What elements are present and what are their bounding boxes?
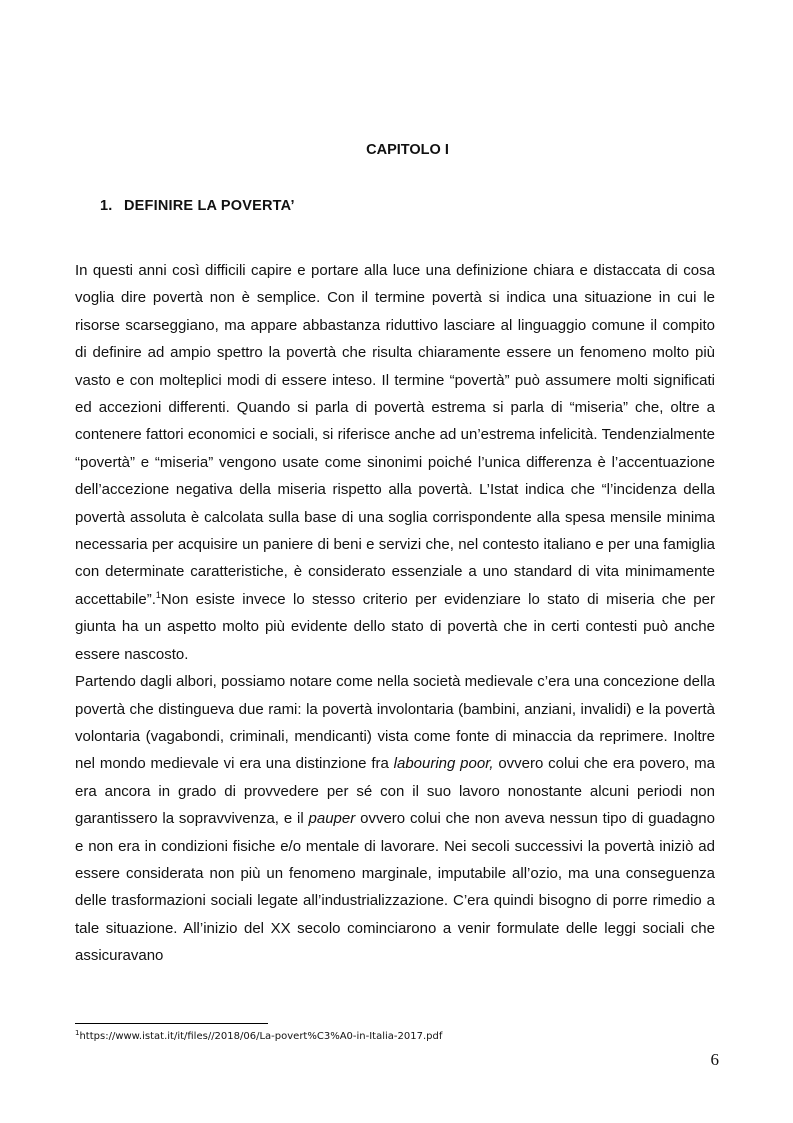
footnote-link[interactable]: https://www.istat.it/it/files//2018/06/La-povert%C3%A0-in-Italia-2017.pdf <box>79 1031 443 1042</box>
section-title: DEFINIRE LA POVERTA’ <box>124 198 295 214</box>
footnote-reference[interactable]: 1 <box>155 589 161 600</box>
italic-term-pauper: pauper <box>308 810 356 828</box>
paragraph-1-text-b: Non esiste invece lo stesso criterio per evidenziare lo stato di miseria che per giunta ha un aspetto molto più evidente dello stato di povertà che in certi contesti può anche essere nascosto. <box>75 590 715 663</box>
page-number: 6 <box>710 1050 719 1069</box>
italic-term-labouring-poor: labouring poor, <box>393 755 494 773</box>
footnote-marker: 1 <box>75 1029 80 1037</box>
chapter-title: CAPITOLO I <box>366 142 449 158</box>
paragraph-1-text-a: In questi anni così difficili capire e portare alla luce una definizione chiara e distaccata di cosa voglia dire povertà non è semplice. Con il termine povertà si indica una situazione in cui le risorse scarseggiano, ma appare abbastanza riduttivo lasciare al linguaggio comune il compito di definire ad ampio spettro la povertà che risulta chiaramente essere un fenomeno molto più vasto e con molteplici modi di essere inteso. Il termine “povertà” può assumere molti significati ed accezioni differenti. Quando si parla di povertà estrema si parla di “miseria” che, oltre a contenere fattori economici e sociali, si riferisce anche ad un’estrema infelicità. Tendenzialmente “povertà” e “miseria” vengono usate come sinonimi poiché l’unica differenza è l’accentuazione dell’accezione negativa della miseria rispetto alla povertà. L’Istat indica che “l’incidenza della povertà assoluta è calcolata sulla base di una soglia corrispondente alla spesa mensile minima necessaria per acquisire un paniere di beni e servizi che, nel contesto italiano e per una famiglia con determinate caratteristiche, è considerato essenziale a uno standard di vita minimamente accettabile”. <box>75 262 715 608</box>
footnote <box>75 1031 442 1042</box>
section-heading <box>100 198 295 214</box>
body-text <box>75 257 715 970</box>
paragraph-2-text-c: ovvero colui che non aveva nessun tipo di guadagno e non era in condizioni fisiche e/o mentale di lavorare. Nei secoli successivi la povertà iniziò ad essere considerata non più un fenomeno marginale, imputabile all’ozio, ma una conseguenza delle trasformazioni sociali legate all’industrializzazione. C’era quindi bisogno di porre rimedio a tale situazione. All’inizio del XX secolo cominciarono a venir formulate delle leggi sociali che assicuravano <box>75 810 715 965</box>
paragraph-1 <box>75 257 715 668</box>
paragraph-2 <box>75 668 715 969</box>
paragraph-2-text-a: Partendo dagli albori, possiamo notare come nella società medievale c’era una concezione della povertà che distingueva due rami: la povertà involontaria (bambini, anziani, invalidi) e la povertà volontaria (vagabondi, criminali, mendicanti) vista come fonte di minaccia da reprimere. Inoltre nel mondo medievale vi era una distinzione fra <box>75 673 715 773</box>
paragraph-2-text-b: ovvero colui che era povero, ma era ancora in grado di provvedere per sé con il suo lavoro nonostante alcuni periodi non garantissero la sopravvivenza, e il <box>75 755 715 828</box>
section-number: 1. <box>100 198 113 214</box>
footnote-separator <box>75 1023 268 1024</box>
